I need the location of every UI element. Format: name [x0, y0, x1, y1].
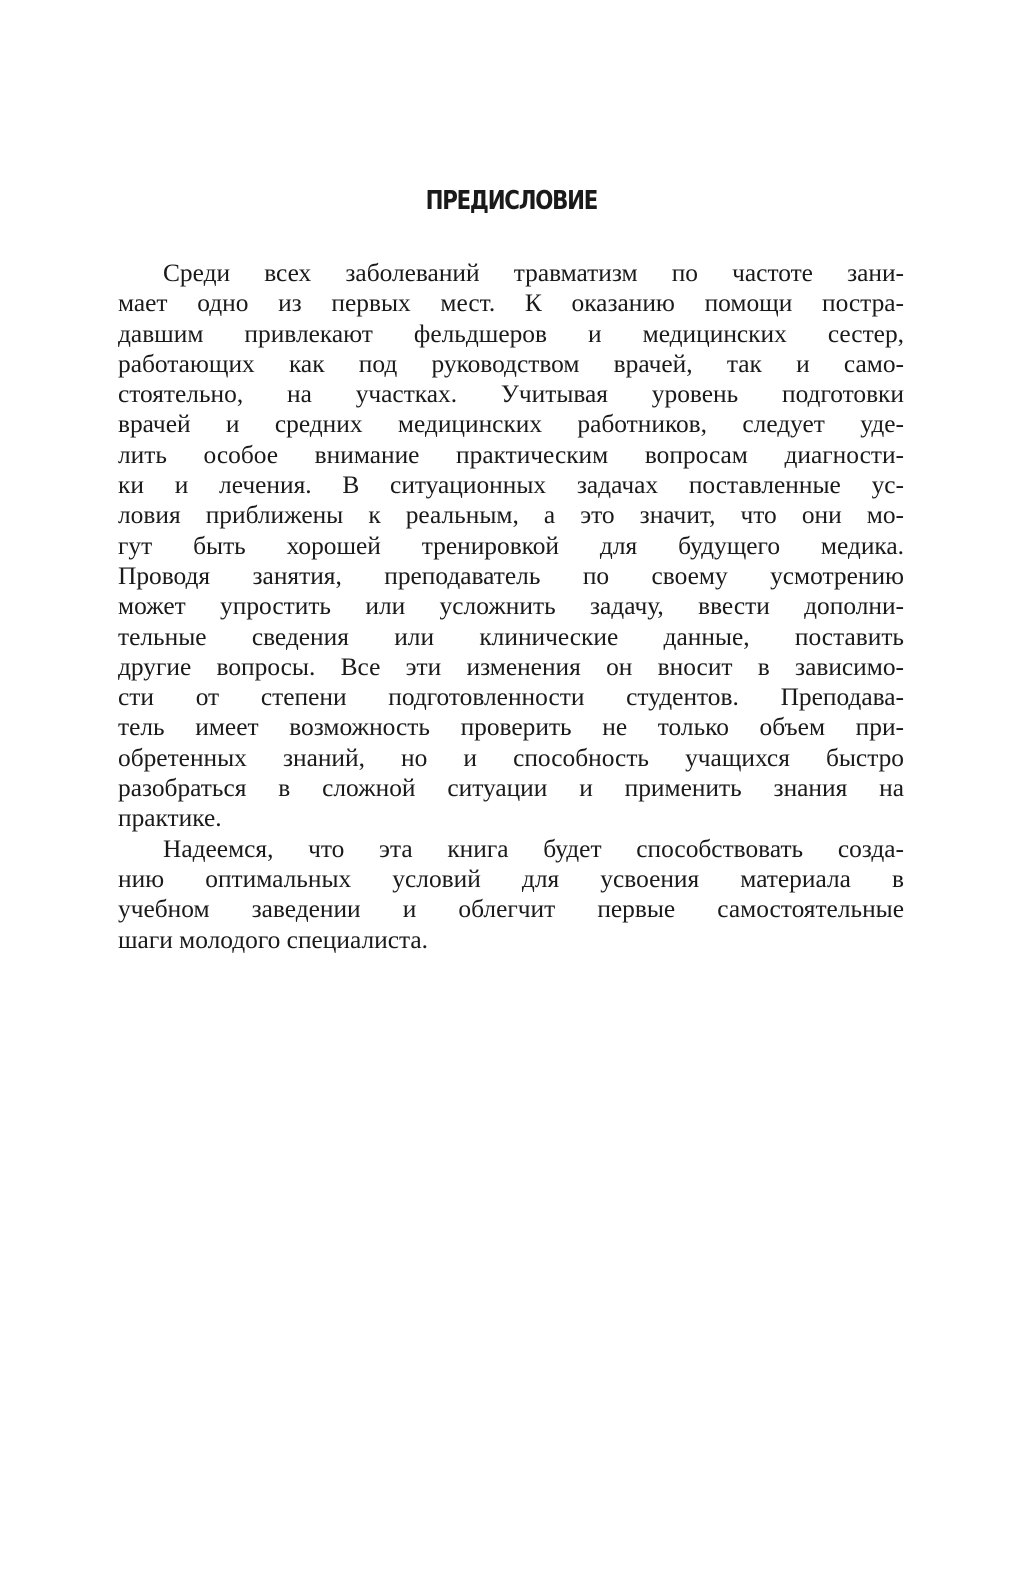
text-line: давшим привлекают фельдшеров и медицинских сестер,	[118, 319, 904, 348]
paragraph	[118, 834, 904, 955]
text-line: стоятельно, на участках. Учитывая уровень подготовки	[118, 380, 904, 409]
text-line: может упростить или усложнить задачу, ввести дополни-	[118, 592, 904, 621]
text-line: лить особое внимание практическим вопросам диагности-	[118, 440, 904, 469]
text-line: учебном заведении и облегчит первые самостоятельные	[118, 895, 904, 924]
text-line: Среди всех заболеваний травматизм по частоте зани-	[163, 259, 904, 287]
text-line: гут быть хорошей тренировкой для будущего медика.	[118, 531, 904, 560]
text-line: сти от степени подготовленности студентов. Преподава-	[118, 683, 904, 712]
text-line: шаги молодого специалиста.	[118, 925, 429, 954]
text-line: Проводя занятия, преподаватель по своему усмотрению	[118, 561, 904, 590]
text-line: разобраться в сложной ситуации и применить знания на	[118, 774, 904, 803]
text-line: обретенных знаний, но и способность учащихся быстро	[118, 743, 904, 772]
text-line: тель имеет возможность проверить не только объем при-	[118, 713, 904, 742]
text-line: другие вопросы. Все эти изменения он вносит в зависимо-	[118, 652, 904, 681]
text-line: ловия приближены к реальным, а это значит, что они мо-	[118, 501, 904, 530]
text-line: тельные сведения или клинические данные, поставить	[118, 622, 904, 651]
paragraph	[118, 258, 904, 834]
text-line: ки и лечения. В ситуационных задачах поставленные ус-	[118, 471, 904, 500]
text-line: врачей и средних медицинских работников, следует уде-	[118, 410, 904, 439]
text-line: работающих как под руководством врачей, так и само-	[118, 349, 904, 378]
page-title: ПРЕДИСЛОВИЕ	[425, 186, 598, 216]
body-text	[118, 258, 904, 955]
text-line: практике.	[118, 804, 222, 833]
text-line: Надеемся, что эта книга будет способствовать созда-	[163, 834, 904, 863]
text-line: мает одно из первых мест. К оказанию помощи постра-	[118, 289, 904, 318]
text-line: нию оптимальных условий для усвоения материала в	[118, 864, 904, 893]
